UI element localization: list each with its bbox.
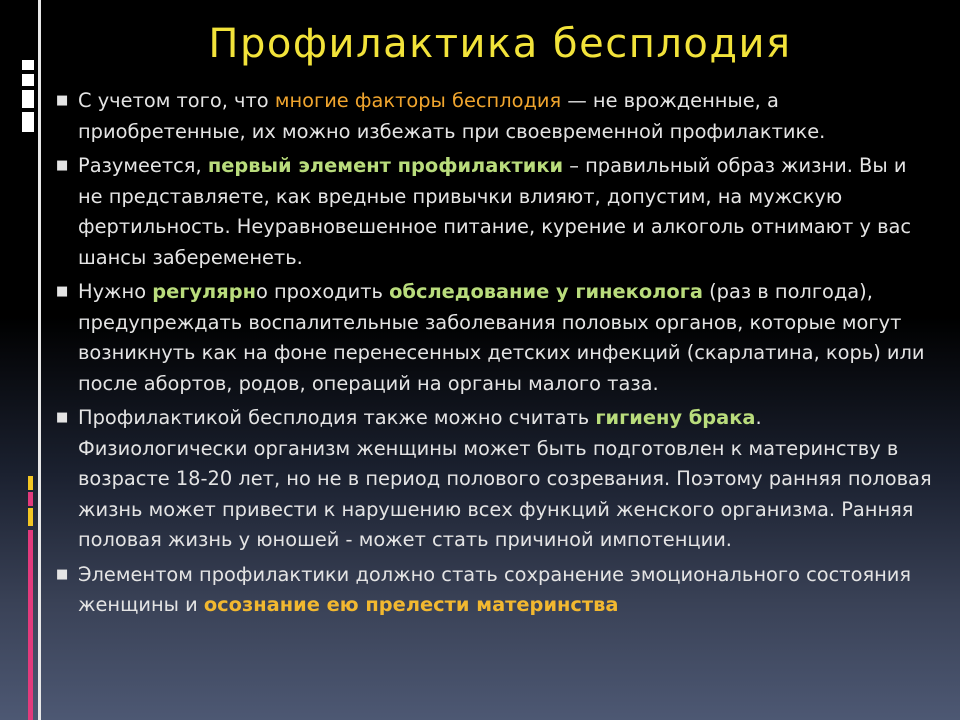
bullet-marker: ■ [56, 566, 69, 582]
left-vertical-rule [38, 0, 41, 720]
bullet-text: Профилактикой бесплодия также можно считать [78, 406, 596, 429]
bullet-text: Нужно [78, 280, 153, 303]
bullet-marker: ■ [56, 93, 69, 108]
bullet-item [56, 560, 936, 621]
bullet-text: — не врожденные, а приобретенные, их можно избежать при своевременной профилактике. [78, 89, 826, 143]
accent-bar-mid [28, 492, 33, 506]
highlight-text: первый элемент профилактики [207, 154, 564, 177]
bullet-text: Элементом профилактики должно стать сохранение эмоционального состояния женщины и [78, 562, 912, 616]
accent-bar-pink [28, 530, 33, 720]
bullet-marker: ■ [56, 284, 69, 299]
bullet-item [56, 403, 936, 556]
highlight-text: регулярн [152, 280, 256, 303]
bullet-item [56, 277, 936, 399]
accent-bar-top [28, 476, 33, 490]
highlight-text: обследование у гинеколога [389, 280, 703, 303]
accent-bar-yellow [28, 508, 33, 526]
bullet-list [56, 86, 936, 625]
bullet-item [56, 86, 936, 147]
deco-bar [22, 74, 34, 86]
deco-bar [22, 90, 34, 108]
highlight-text: многие факторы бесплодия [274, 89, 562, 112]
bullet-item [56, 151, 936, 273]
bullet-marker: ■ [56, 410, 69, 425]
deco-bar [22, 112, 34, 132]
bullet-text: о проходить [255, 280, 390, 303]
highlight-text: осознание ею прелести материнства [203, 593, 619, 616]
bullet-text: (раз в полгода), предупреждать воспалительные заболевания половых органов, которые могут возникнуть как на фоне перенесенных детских инфекций (скарлатина, корь) или после абортов, родов, операций на органы малого таза. [78, 280, 925, 395]
deco-bar [22, 60, 34, 70]
bullet-text: – правильный образ жизни. Вы и не представляете, как вредные привычки влияют, допустим, на мужскую фертильность. Неуравновешенное питание, курение и алкоголь отнимают у вас шансы забеременеть. [78, 154, 912, 269]
bullet-marker: ■ [56, 158, 69, 173]
bullet-text: . Физиологически организм женщины может быть подготовлен к материнству в возрасте 18-20 лет, но не в период полового созревания. Поэтому ранняя половая жизнь может привести к нарушению всех функций женского организма. Ранняя половая жизнь у юношей - может стать причиной импотенции. [78, 406, 932, 551]
bullet-text: С учетом того, что [78, 89, 275, 112]
highlight-text: гигиену брака [595, 406, 756, 429]
bullet-text: Разумеется, [78, 154, 208, 177]
slide-title: Профилактика бесплодия [208, 21, 792, 67]
